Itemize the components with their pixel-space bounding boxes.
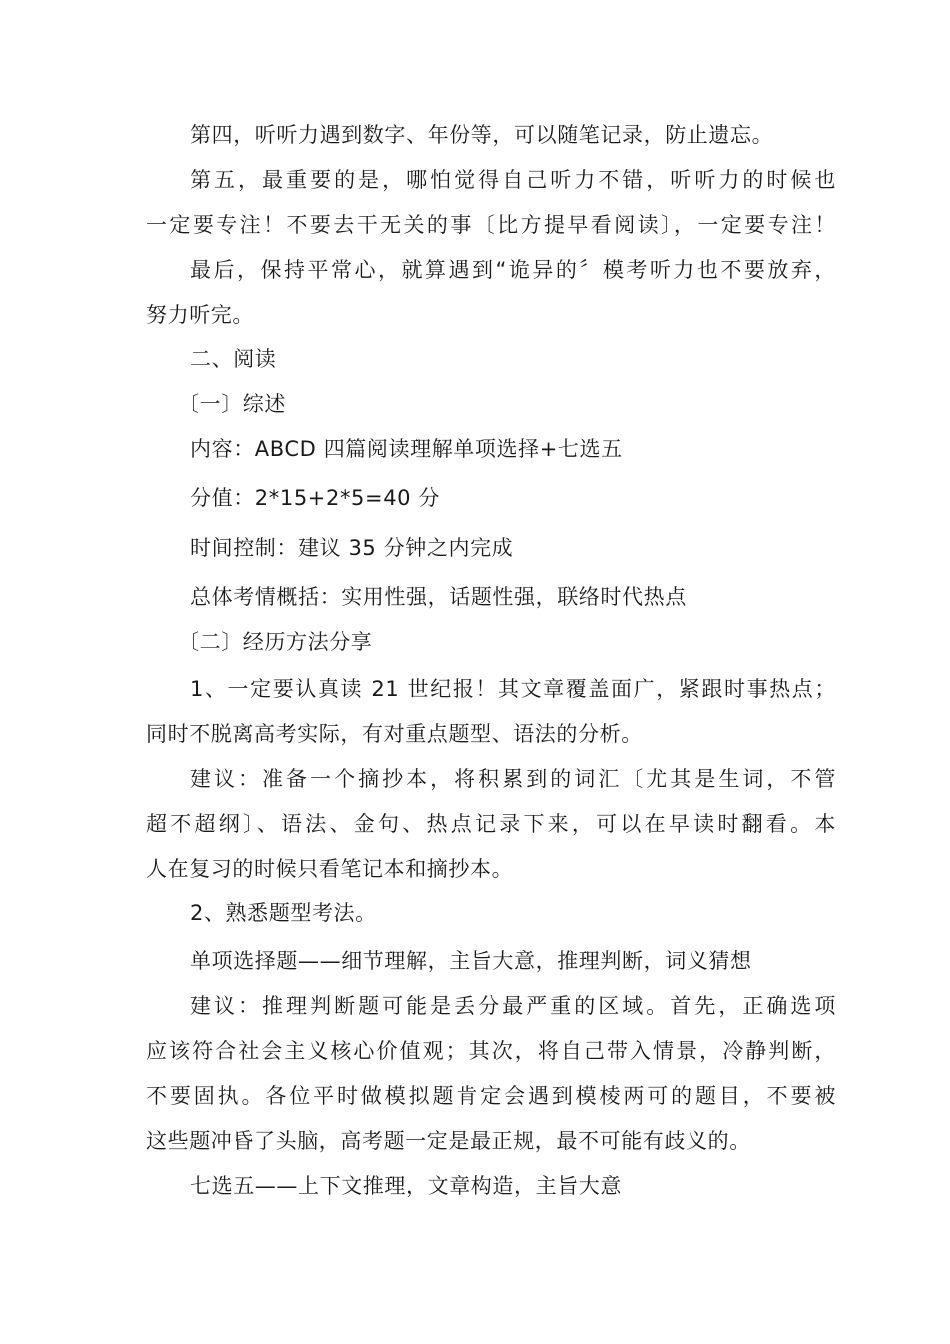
paragraph-line: 努力听完。 bbox=[146, 303, 254, 327]
subsection-heading: 〔二〕经历方法分享 bbox=[178, 630, 373, 654]
paragraph-line: 这些题冲昏了头脑，高考题一定是最正规，最不可能有歧义的。 bbox=[146, 1129, 751, 1153]
paragraph-line: 内容：ABCD 四篇阅读理解单项选择+七选五 bbox=[190, 437, 623, 461]
paragraph-line: 2、熟悉题型考法。 bbox=[190, 901, 377, 925]
section-heading: 二、阅读 bbox=[190, 347, 277, 371]
paragraph-line: 第五，最重要的是，哪怕觉得自己听力不错，听听力的时候也 bbox=[190, 168, 836, 192]
paragraph-line: 建议：推理判断题可能是丢分最严重的区域。首先，正确选项 bbox=[190, 994, 836, 1018]
paragraph-line: 单项选择题——细节理解，主旨大意，推理判断，词义猜想 bbox=[190, 949, 752, 973]
paragraph-line: 最后，保持平常心，就算遇到“诡异的〞模考听力也不要放弃， bbox=[190, 258, 836, 282]
paragraph-line: 人在复习的时候只看笔记本和摘抄本。 bbox=[146, 857, 514, 881]
paragraph-line: 第四，听听力遇到数字、年份等，可以随笔记录，防止遗忘。 bbox=[190, 123, 774, 147]
paragraph-line: 建议：准备一个摘抄本，将积累到的词汇〔尤其是生词，不管 bbox=[190, 767, 836, 791]
paragraph-line: 一定要专注！不要去干无关的事〔比方提早看阅读〕，一定要专注！ bbox=[146, 213, 836, 237]
paragraph-line: 分值：2*15+2*5=40 分 bbox=[190, 486, 440, 510]
paragraph-line: 1、一定要认真读 21 世纪报！其文章覆盖面广，紧跟时事热点； bbox=[190, 677, 836, 701]
subsection-heading: 〔一〕综述 bbox=[178, 392, 286, 416]
paragraph-line: 时间控制：建议 35 分钟之内完成 bbox=[190, 536, 514, 560]
paragraph-line: 七选五——上下文推理，文章构造，主旨大意 bbox=[190, 1174, 622, 1198]
paragraph-line: 总体考情概括：实用性强，话题性强，联络时代热点 bbox=[190, 585, 687, 609]
paragraph-line: 不要固执。各位平时做模拟题肯定会遇到模棱两可的题目，不要被 bbox=[146, 1084, 836, 1108]
paragraph-line: 同时不脱离高考实际，有对重点题型、语法的分析。 bbox=[146, 722, 643, 746]
paragraph-line: 应该符合社会主义核心价值观；其次，将自己带入情景，冷静判断， bbox=[146, 1039, 836, 1063]
paragraph-line: 超不超纲〕、语法、金句、热点记录下来，可以在早读时翻看。本 bbox=[146, 812, 836, 836]
